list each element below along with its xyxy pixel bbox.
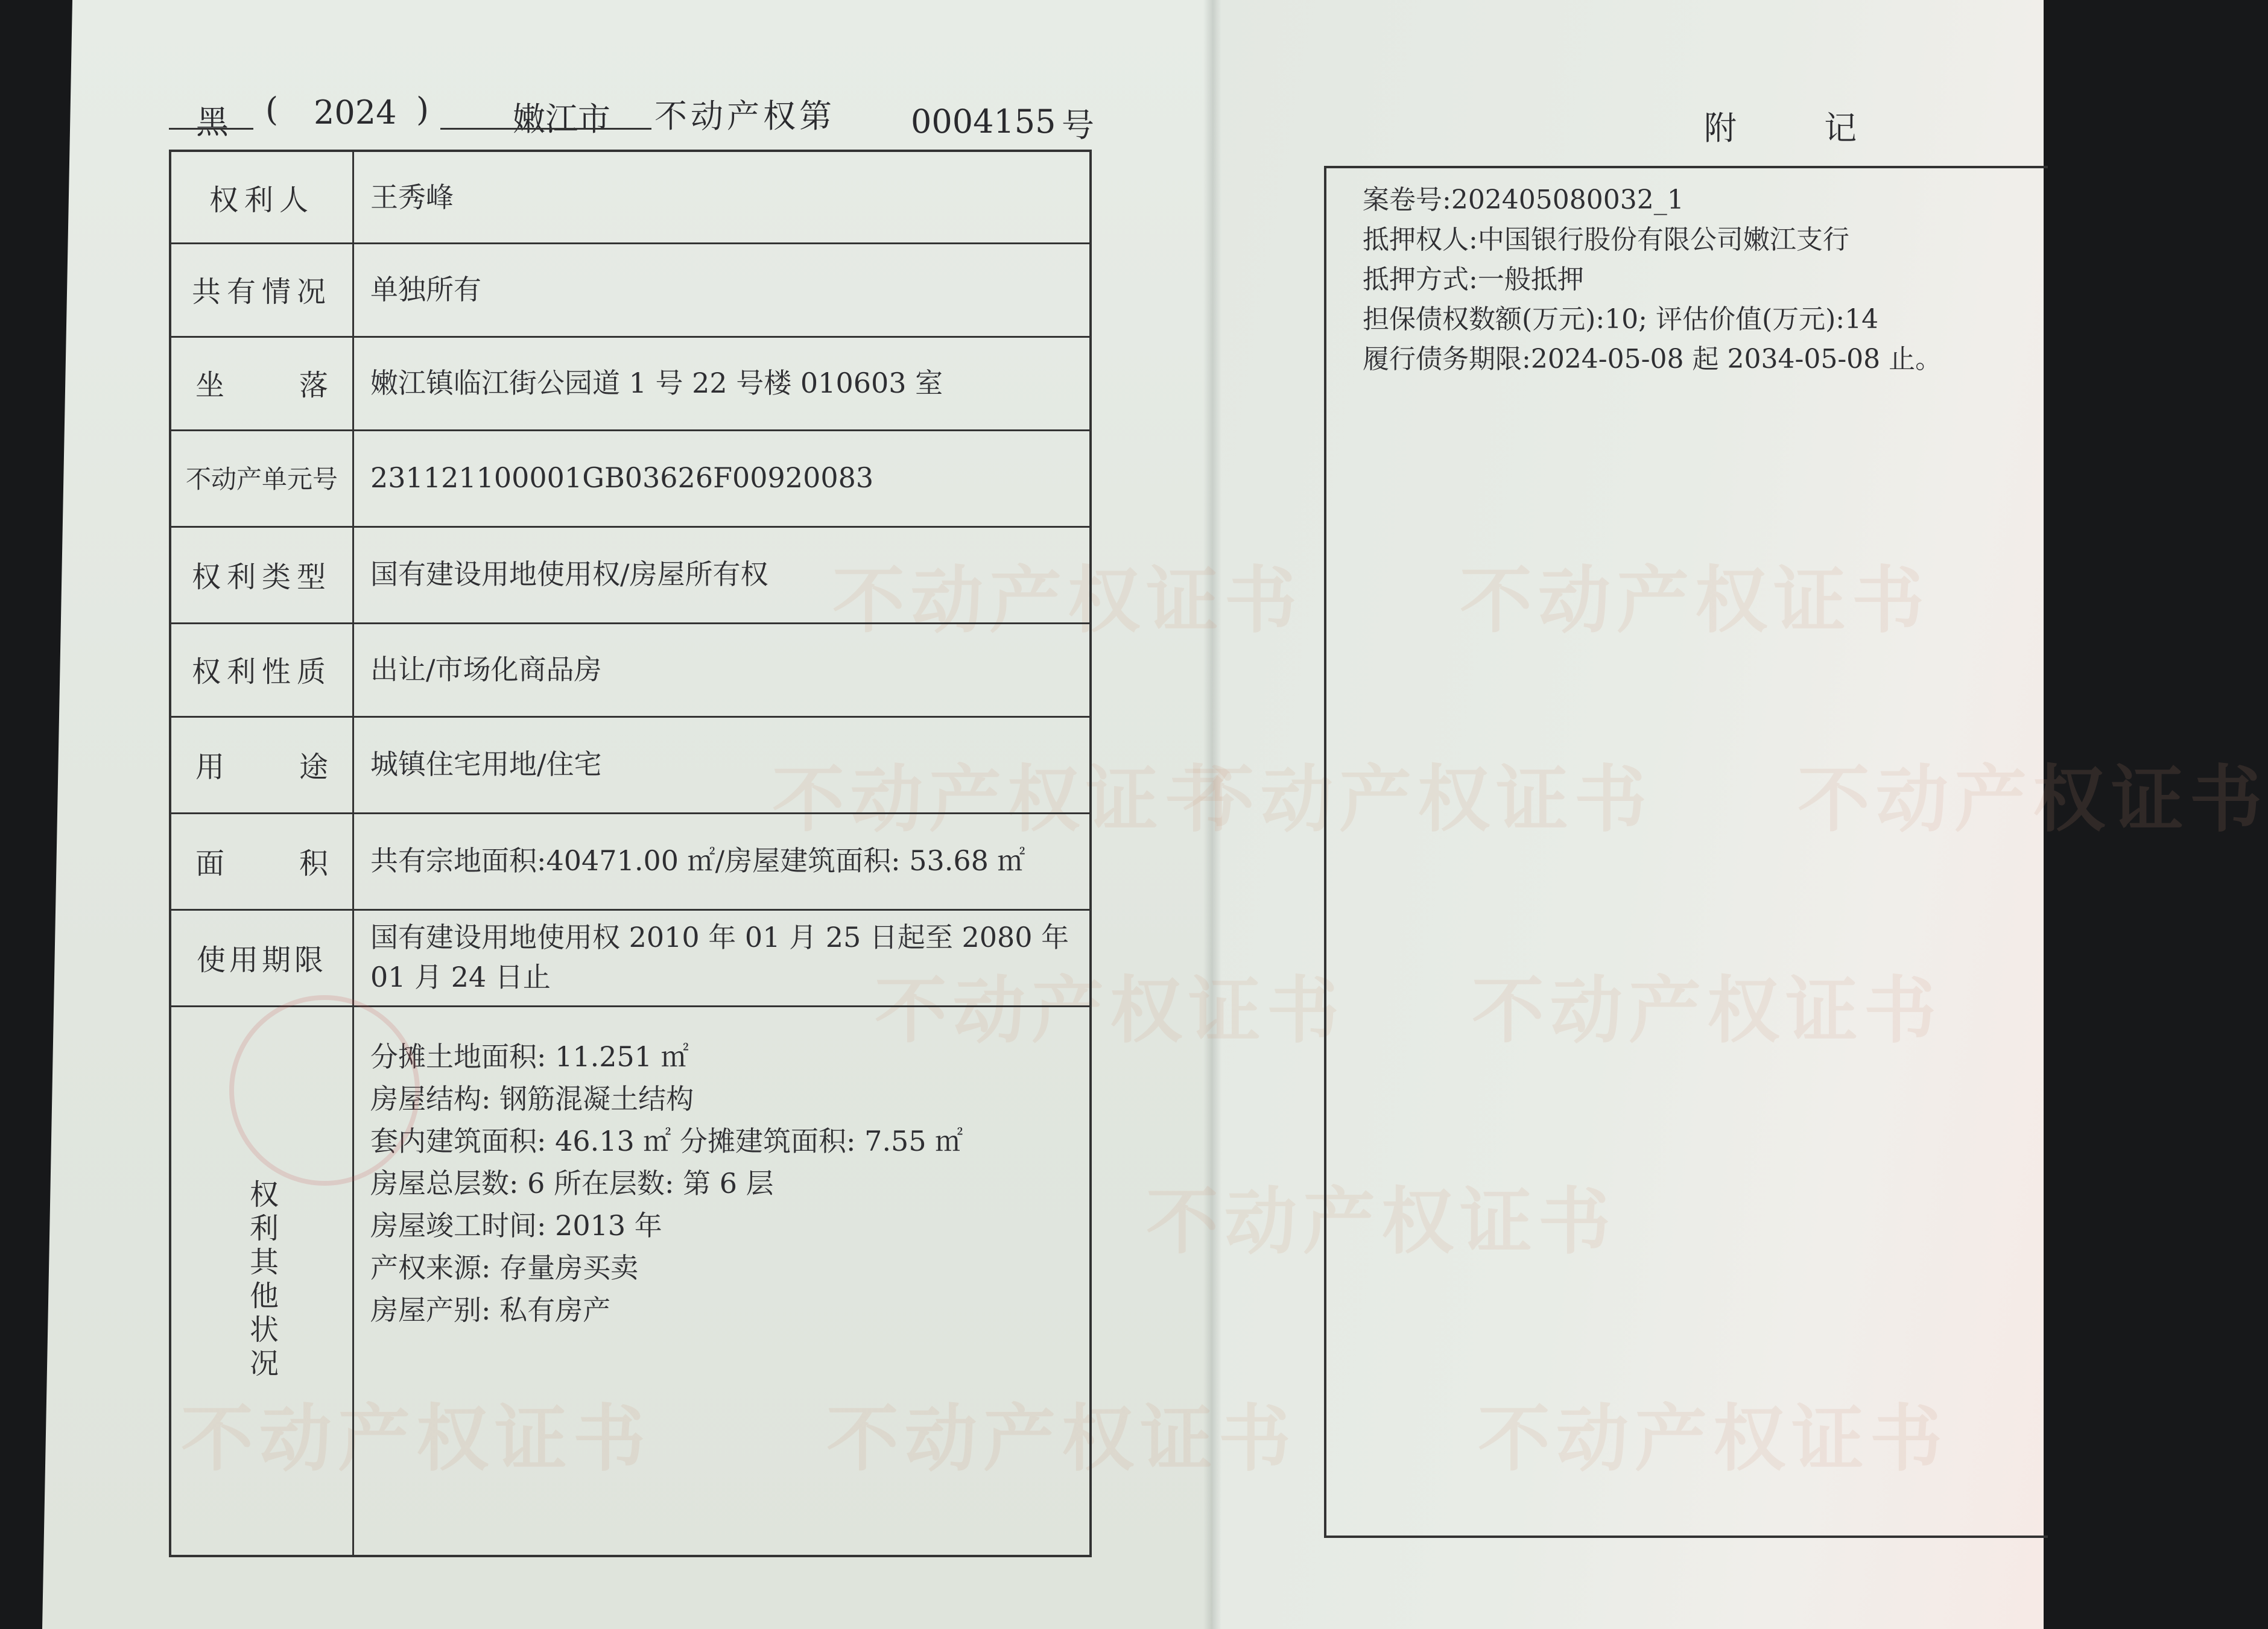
detail-line: 产权来源: 存量房买卖 [370, 1251, 639, 1284]
owner-value: 王秀峰 [370, 181, 454, 214]
term-value: 国有建设用地使用权 2010 年 01 月 25 日起至 2080 年 01 月 24 日止 [370, 921, 1069, 993]
row-area [171, 812, 1089, 911]
header-year: 2024 [314, 93, 397, 131]
ownership-label: 共有情况 [191, 275, 332, 309]
annex-box [1324, 166, 2048, 1538]
page-fold [1203, 0, 1221, 1629]
other-status-list [370, 1036, 963, 1331]
ownership-value: 单独所有 [370, 273, 481, 306]
detail-line: 房屋竣工时间: 2013 年 [370, 1209, 662, 1242]
header-province: 黑 [196, 103, 229, 141]
header-paren-close: ) [416, 90, 429, 128]
location-value: 嫩江镇临江街公园道 1 号 22 号楼 010603 室 [370, 366, 943, 399]
header-cert-no: 0004155 [911, 103, 1056, 141]
row-right-type [171, 526, 1089, 624]
row-unit-number [171, 429, 1089, 528]
row-owner [171, 152, 1089, 244]
detail-line: 房屋产别: 私有房产 [370, 1294, 611, 1326]
detail-line: 房屋总层数: 6 所在层数: 第 6 层 [370, 1167, 774, 1200]
header-city: 嫩江市 [513, 100, 610, 138]
annex-line: 履行债务期限:2024-05-08 起 2034-05-08 止。 [1363, 344, 1942, 375]
faded-seal [229, 995, 420, 1186]
term-label: 使用期限 [196, 943, 327, 977]
header-cert-label: 不动产权第 [654, 97, 835, 135]
header-paren-open: ( [265, 90, 279, 128]
other-status-label-text: 权利其他状况 [244, 1178, 279, 1382]
area-label: 面 积 [195, 846, 328, 881]
annex-line: 案卷号:202405080032_1 [1363, 185, 1684, 215]
annex-line: 抵押权人:中国银行股份有限公司嫩江支行 [1363, 224, 1849, 255]
property-table [169, 150, 1092, 1557]
detail-line: 套内建筑面积: 46.13 ㎡ 分摊建筑面积: 7.55 ㎡ [370, 1125, 963, 1157]
detail-line: 分摊土地面积: 11.251 ㎡ [370, 1040, 689, 1073]
header-underline-province [169, 128, 253, 130]
right-type-label: 权利类型 [191, 560, 332, 594]
header-cert-suffix: 号 [1062, 106, 1094, 144]
annex-title: 附 记 [1704, 109, 1860, 147]
row-ownership [171, 242, 1089, 338]
row-right-nature [171, 622, 1089, 718]
detail-line: 房屋结构: 钢筋混凝土结构 [370, 1083, 694, 1115]
annex-notes [1363, 180, 1942, 379]
area-value: 共有宗地面积:40471.00 ㎡/房屋建筑面积: 53.68 ㎡ [370, 844, 1025, 877]
annex-line: 担保债权数额(万元):10; 评估价值(万元):14 [1363, 304, 1879, 335]
unit-number-label: 不动产单元号 [185, 464, 338, 494]
right-nature-value: 出让/市场化商品房 [370, 653, 602, 686]
usage-label: 用 途 [195, 750, 328, 784]
right-nature-label: 权利性质 [191, 655, 332, 689]
unit-number-value: 231121100001GB03626F00920083 [370, 461, 874, 494]
right-type-value: 国有建设用地使用权/房屋所有权 [370, 558, 768, 590]
header-underline-city [440, 128, 651, 130]
usage-value: 城镇住宅用地/住宅 [370, 748, 602, 780]
row-location [171, 336, 1089, 431]
row-usage [171, 716, 1089, 814]
annex-line: 抵押方式:一般抵押 [1363, 264, 1584, 295]
location-label: 坐 落 [195, 369, 328, 402]
row-term [171, 909, 1089, 1007]
owner-label: 权利人 [209, 183, 314, 217]
